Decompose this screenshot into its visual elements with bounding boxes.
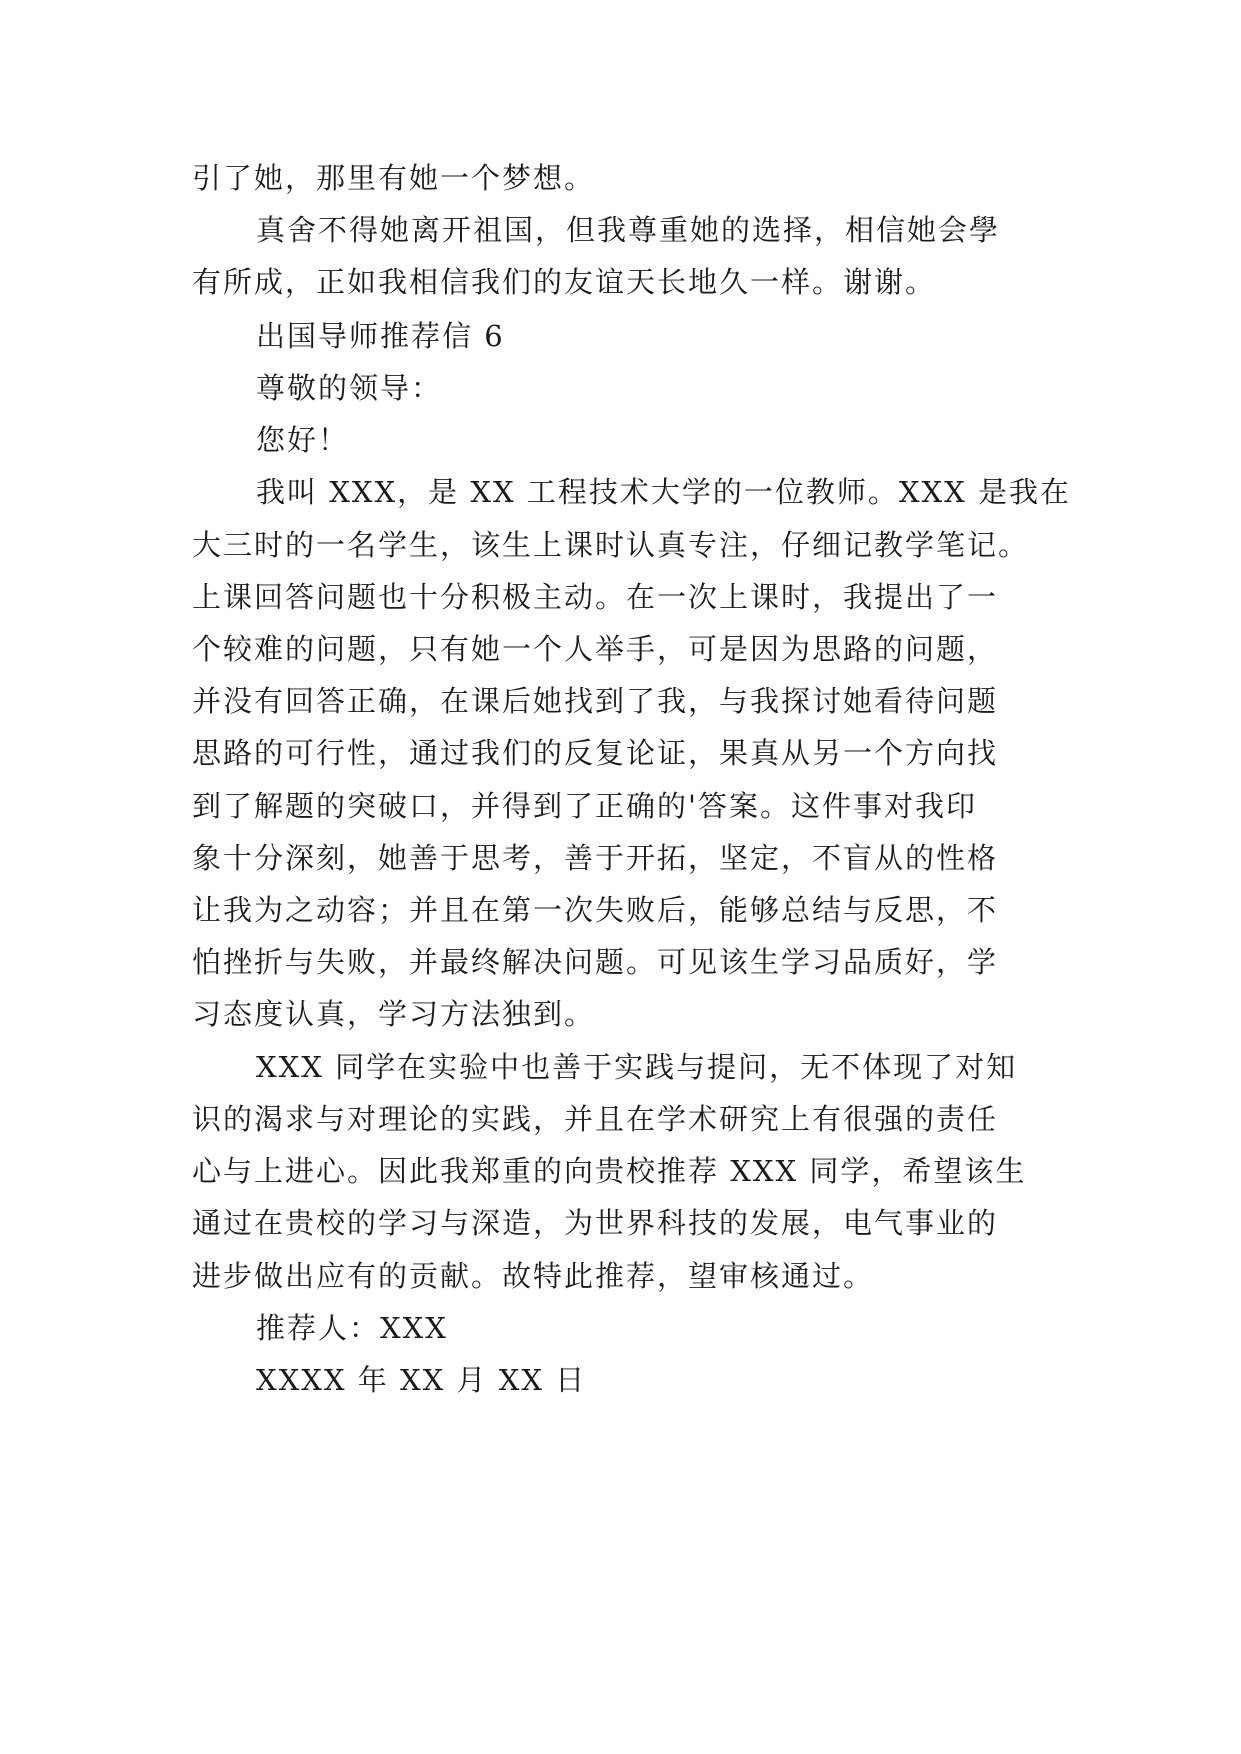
- text-line: 习态度认真，学习方法独到。: [192, 997, 596, 1031]
- text-line: 怕挫折与失败，并最终解决问题。可见该生学习品质好，学: [192, 945, 999, 979]
- text-line: 进步做出应有的贡献。故特此推荐，望审核通过。: [192, 1259, 875, 1293]
- text-line: 识的渴求与对理论的实践，并且在学术研究上有很强的责任: [192, 1102, 999, 1136]
- text-line: 引了她，那里有她一个梦想。: [192, 161, 596, 195]
- text-line: 让我为之动容；并且在第一次失败后，能够总结与反思，不: [192, 893, 999, 927]
- text-line: 上课回答问题也十分积极主动。在一次上课时，我提出了一: [192, 580, 999, 614]
- text-line: 通过在贵校的学习与深造，为世界科技的发展，电气事业的: [192, 1206, 999, 1240]
- text-line: 到了解题的突破口，并得到了正确的'答案。这件事对我印: [192, 789, 977, 823]
- text-line: 思路的可行性，通过我们的反复论证，果真从另一个方向找: [192, 736, 999, 770]
- salutation: 尊敬的领导：: [256, 371, 443, 405]
- text-line: 我叫 XXX，是 XX 工程技术大学的一位教师。XXX 是我在: [256, 475, 1072, 509]
- greeting: 您好！: [256, 423, 350, 457]
- recommender-line: 推荐人：XXX: [256, 1311, 448, 1345]
- text-line: XXX 同学在实验中也善于实践与提问，无不体现了对知: [256, 1050, 1018, 1084]
- text-line: 心与上进心。因此我郑重的向贵校推荐 XXX 同学，希望该生: [192, 1154, 1027, 1188]
- text-line: 个较难的问题，只有她一个人举手，可是因为思路的问题，: [192, 632, 999, 666]
- date-line: XXXX 年 XX 月 XX 日: [256, 1363, 587, 1397]
- text-line: 象十分深刻，她善于思考，善于开拓，坚定，不盲从的性格: [192, 841, 999, 875]
- letter-title: 出国导师推荐信 6: [256, 319, 505, 353]
- text-line: 有所成，正如我相信我们的友谊天长地久一样。谢谢。: [192, 265, 937, 299]
- text-line: 大三时的一名学生，该生上课时认真专注，仔细记教学笔记。: [192, 528, 1030, 562]
- text-line: 真舍不得她离开祖国，但我尊重她的选择，相信她会學: [256, 213, 1001, 247]
- text-line: 并没有回答正确，在课后她找到了我，与我探讨她看待问题: [192, 684, 999, 718]
